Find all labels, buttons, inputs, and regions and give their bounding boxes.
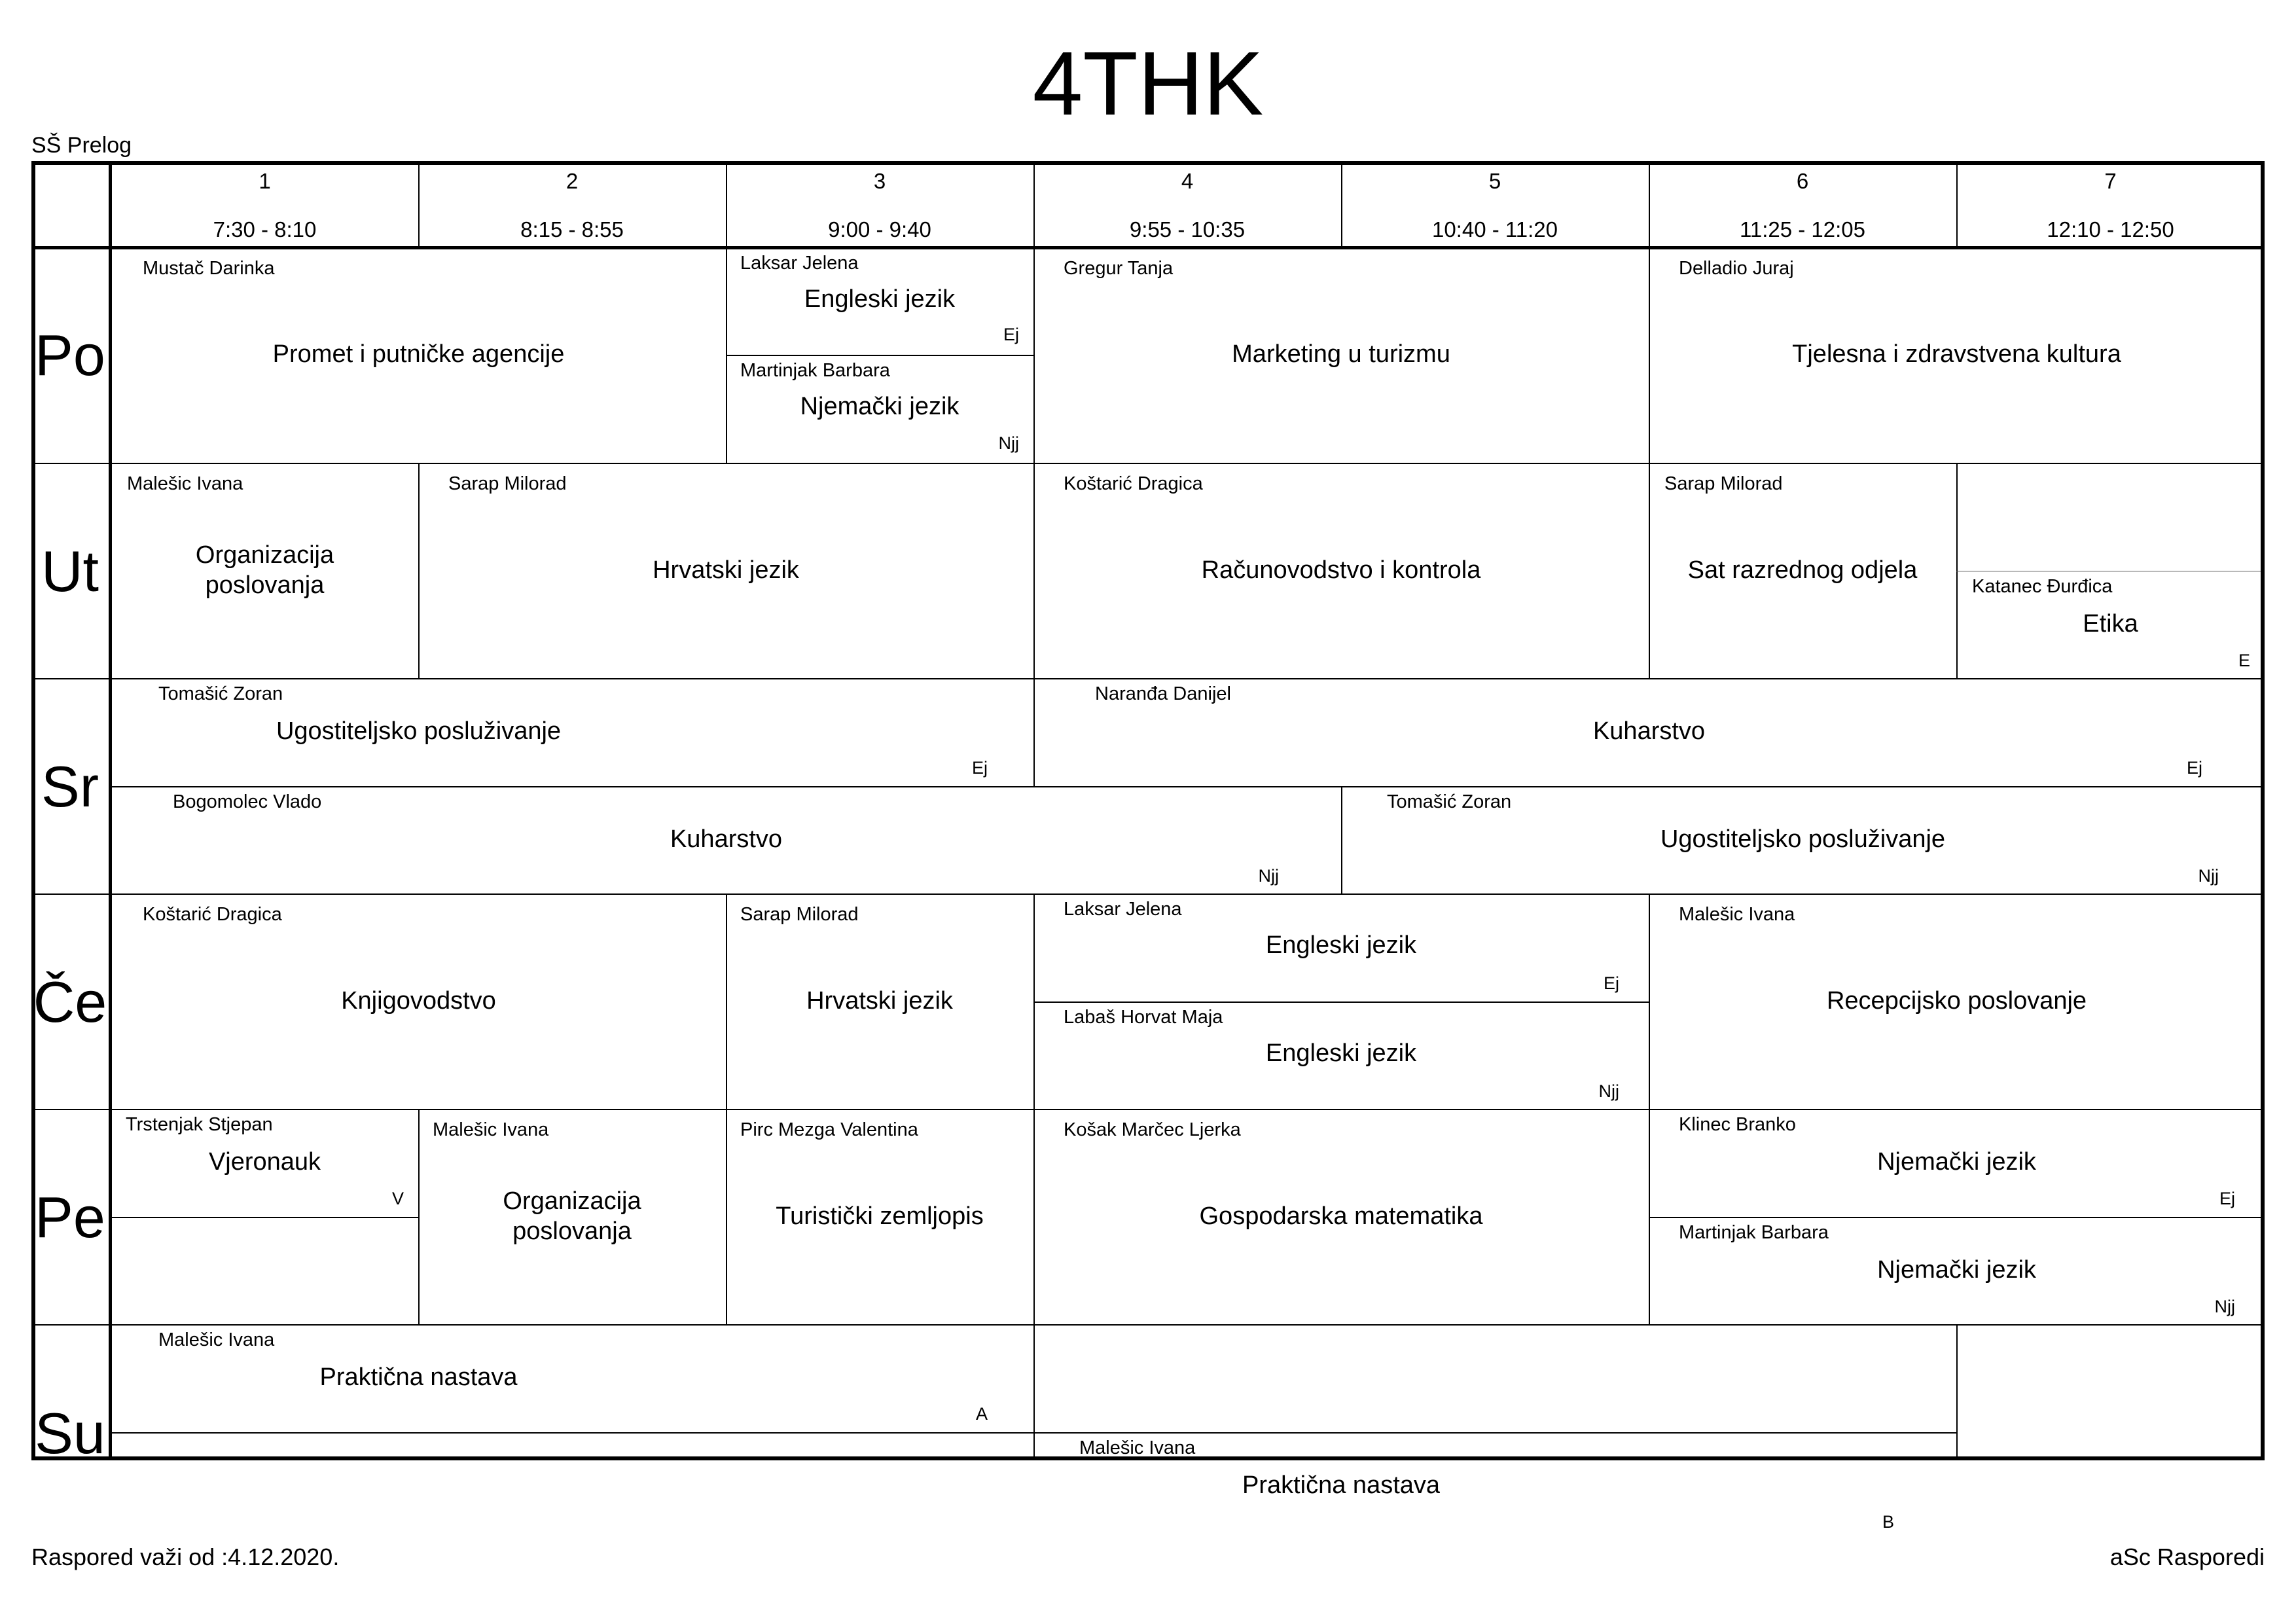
lesson-subject: Engleski jezik — [1265, 1039, 1417, 1067]
lesson-cell — [1033, 678, 2265, 786]
lesson-teacher: Tomašić Zoran — [1387, 791, 1512, 812]
period-time: 9:55 - 10:35 — [1129, 217, 1246, 242]
lesson-subject: Engleski jezik — [804, 285, 956, 313]
lesson-subject: Tjelesna i zdravstvena kultura — [1792, 340, 2121, 368]
cell-divider — [1033, 1109, 1035, 1324]
lesson-teacher: Sarap Milorad — [1664, 473, 1783, 494]
lesson-cell — [726, 355, 1033, 463]
lesson-subject: Etika — [2083, 610, 2138, 638]
lesson-subject: Njemački jezik — [1877, 1256, 2036, 1284]
period-header-3 — [726, 161, 1033, 247]
lesson-cell — [1649, 893, 2265, 1109]
lesson-subject: Ugostiteljsko posluživanje — [276, 717, 562, 745]
lesson-cell — [726, 1109, 1033, 1324]
lesson-cell — [418, 463, 1033, 678]
lesson-subject: Sat razrednog odjela — [1687, 556, 1918, 584]
lesson-cell — [726, 893, 1033, 1109]
period-header-7 — [1956, 161, 2265, 247]
cell-divider — [418, 1109, 420, 1324]
lesson-cell — [1033, 893, 1649, 1001]
row-divider — [110, 1109, 2265, 1110]
lesson-teacher: Malešic Ivana — [1679, 904, 1795, 925]
row-divider — [31, 678, 110, 679]
lesson-teacher: Malešic Ivana — [127, 473, 243, 494]
cell-divider — [1033, 1324, 1035, 1460]
cell-divider — [726, 355, 1033, 356]
lesson-subject: Organizacija poslovanja — [503, 1187, 641, 1245]
period-time: 12:10 - 12:50 — [2047, 217, 2174, 242]
lesson-teacher: Laksar Jelena — [740, 253, 859, 274]
period-time: 8:15 - 8:55 — [520, 217, 624, 242]
lesson-teacher: Koštarić Dragica — [143, 904, 282, 925]
lesson-teacher: Naranđa Danijel — [1095, 683, 1231, 704]
lesson-teacher: Sarap Milorad — [448, 473, 567, 494]
lesson-teacher: Koštarić Dragica — [1064, 473, 1203, 494]
lesson-subject: Hrvatski jezik — [653, 556, 799, 584]
column-divider — [1341, 161, 1342, 247]
lesson-subject: Praktična nastava — [1242, 1471, 1441, 1499]
period-time: 9:00 - 9:40 — [828, 217, 931, 242]
period-time: 7:30 - 8:10 — [213, 217, 317, 242]
lesson-subject: Promet i putničke agencije — [272, 340, 565, 368]
period-header-5 — [1341, 161, 1649, 247]
cell-divider — [726, 1109, 727, 1324]
period-header-2 — [418, 161, 726, 247]
cell-divider — [726, 893, 727, 1109]
lesson-cell — [111, 893, 726, 1109]
header-separator — [31, 246, 2265, 249]
lesson-subject: Njemački jezik — [1877, 1148, 2036, 1176]
period-header-1 — [111, 161, 418, 247]
cell-divider — [1649, 1217, 2265, 1218]
cell-divider — [1649, 893, 1650, 1109]
lesson-teacher: Gregur Tanja — [1064, 258, 1174, 279]
lesson-cell — [111, 1324, 1033, 1432]
lesson-teacher: Bogomolec Vlado — [173, 791, 322, 812]
lesson-cell — [1341, 786, 2265, 893]
cell-divider — [1341, 786, 1342, 893]
period-time: 10:40 - 11:20 — [1431, 217, 1558, 242]
lesson-subject: Engleski jezik — [1265, 931, 1417, 959]
period-number: 4 — [1181, 169, 1194, 193]
row-divider — [110, 1324, 2265, 1326]
cell-divider — [1033, 247, 1035, 463]
lesson-group: Njj — [2214, 1297, 2235, 1316]
period-number: 2 — [565, 169, 579, 193]
lesson-teacher: Malešic Ivana — [433, 1119, 549, 1140]
lesson-subject: Turistički zemljopis — [776, 1202, 984, 1230]
period-number: 6 — [1796, 169, 1809, 193]
lesson-cell — [111, 247, 726, 463]
row-divider — [110, 893, 2265, 895]
day-label-ce: Če — [33, 969, 107, 1034]
lesson-cell — [1033, 1001, 1649, 1109]
period-number: 3 — [873, 169, 886, 193]
period-number: 1 — [259, 169, 271, 193]
lesson-subject: Organizacija poslovanja — [195, 541, 334, 599]
lesson-group: Ej — [971, 758, 988, 778]
lesson-teacher: Labaš Horvat Maja — [1064, 1007, 1223, 1028]
lesson-teacher: Trstenjak Stjepan — [126, 1114, 273, 1135]
cell-divider — [418, 463, 420, 678]
lesson-group: A — [975, 1404, 988, 1424]
lesson-subject: Praktična nastava — [319, 1363, 518, 1391]
lesson-subject: Kuharstvo — [1592, 717, 1706, 745]
day-column-separator — [109, 161, 112, 1460]
day-label-po: Po — [35, 323, 105, 388]
lesson-teacher: Delladio Juraj — [1679, 258, 1794, 279]
period-time: 11:25 - 12:05 — [1739, 217, 1866, 242]
lesson-subject: Računovodstvo i kontrola — [1201, 556, 1481, 584]
row-divider — [31, 1324, 110, 1326]
lesson-group: E — [2238, 651, 2250, 670]
lesson-group: Ej — [2219, 1189, 2235, 1208]
lesson-cell — [1033, 463, 1649, 678]
lesson-cell — [111, 1109, 418, 1217]
lesson-group: V — [391, 1189, 404, 1208]
lesson-subject: Njemački jezik — [800, 393, 960, 420]
lesson-teacher: Sarap Milorad — [740, 904, 859, 925]
lesson-teacher: Katanec Đurđica — [1972, 576, 2113, 597]
lesson-subject: Ugostiteljsko posluživanje — [1660, 825, 1946, 853]
school-name: SŠ Prelog — [31, 133, 132, 158]
lesson-group: Njj — [1598, 1081, 1619, 1101]
period-number: 7 — [2104, 169, 2117, 193]
lesson-subject: Marketing u turizmu — [1232, 340, 1450, 368]
lesson-teacher: Mustač Darinka — [143, 258, 275, 279]
lesson-cell — [111, 786, 1341, 893]
lesson-subject: Vjeronauk — [208, 1148, 321, 1176]
cell-divider — [1033, 1001, 1649, 1003]
lesson-teacher: Klinec Branko — [1679, 1114, 1796, 1135]
day-label-pe: Pe — [35, 1185, 105, 1250]
lesson-teacher: Laksar Jelena — [1064, 899, 1182, 920]
lesson-cell — [1649, 247, 2265, 463]
lesson-group: Njj — [2198, 866, 2219, 886]
lesson-group: B — [1882, 1512, 1894, 1532]
lesson-group: Ej — [1603, 973, 1619, 993]
lesson-cell — [1649, 1217, 2265, 1324]
valid-from-note: Raspored važi od :4.12.2020. — [31, 1543, 340, 1570]
lesson-teacher: Martinjak Barbara — [740, 360, 890, 381]
software-credit: aSc Rasporedi — [2109, 1543, 2265, 1570]
timetable-grid — [31, 161, 2265, 1532]
lesson-teacher: Martinjak Barbara — [1679, 1222, 1829, 1243]
lesson-group: Ej — [1003, 325, 1019, 344]
lesson-subject: Recepcijsko poslovanje — [1826, 987, 2087, 1015]
lesson-subject: Knjigovodstvo — [341, 987, 496, 1015]
lesson-group: Njj — [1258, 866, 1279, 886]
lesson-teacher: Malešic Ivana — [1079, 1437, 1196, 1458]
period-header-4 — [1033, 161, 1341, 247]
day-label-ut: Ut — [41, 539, 99, 604]
lesson-cell — [1033, 1109, 1649, 1324]
lesson-subject: Hrvatski jezik — [806, 987, 953, 1015]
day-label-sr: Sr — [41, 754, 99, 819]
lesson-teacher: Tomašić Zoran — [158, 683, 283, 704]
cell-divider — [1956, 1324, 1958, 1460]
cell-divider — [1033, 463, 1035, 678]
lesson-teacher: Košak Marčec Ljerka — [1064, 1119, 1241, 1140]
row-divider — [31, 463, 110, 464]
lesson-cell — [1649, 463, 1956, 678]
lesson-cell — [1033, 247, 1649, 463]
column-divider — [1649, 161, 1650, 247]
lesson-cell — [111, 463, 418, 678]
row-divider — [31, 893, 110, 895]
row-divider — [110, 678, 2265, 679]
cell-divider — [1033, 678, 1035, 786]
lesson-group: Njj — [998, 433, 1019, 453]
day-label-su: Su — [35, 1401, 105, 1466]
column-divider — [418, 161, 420, 247]
period-number: 5 — [1488, 169, 1501, 193]
cell-divider — [1649, 247, 1650, 463]
cell-divider — [110, 1432, 1956, 1434]
lesson-subject: Gospodarska matematika — [1199, 1202, 1483, 1230]
lesson-teacher: Malešic Ivana — [158, 1329, 275, 1350]
lesson-cell — [1649, 1109, 2265, 1217]
cell-divider — [1649, 463, 1650, 678]
column-divider — [1033, 161, 1035, 247]
cell-divider — [110, 1217, 418, 1218]
lesson-teacher: Pirc Mezga Valentina — [740, 1119, 918, 1140]
row-divider — [110, 463, 2265, 464]
lesson-cell — [1033, 1432, 1956, 1540]
lesson-cell — [418, 1109, 726, 1324]
row-divider — [31, 1109, 110, 1110]
lesson-cell — [111, 678, 1033, 786]
lesson-cell — [726, 247, 1033, 355]
cell-divider — [110, 786, 2265, 787]
timetable-title: 4THK — [1032, 33, 1264, 134]
column-divider — [1956, 161, 1958, 247]
lesson-group: Ej — [2186, 758, 2202, 778]
period-header-6 — [1649, 161, 1956, 247]
lesson-cell — [1956, 571, 2265, 678]
column-divider — [726, 161, 727, 247]
lesson-subject: Kuharstvo — [670, 825, 783, 853]
